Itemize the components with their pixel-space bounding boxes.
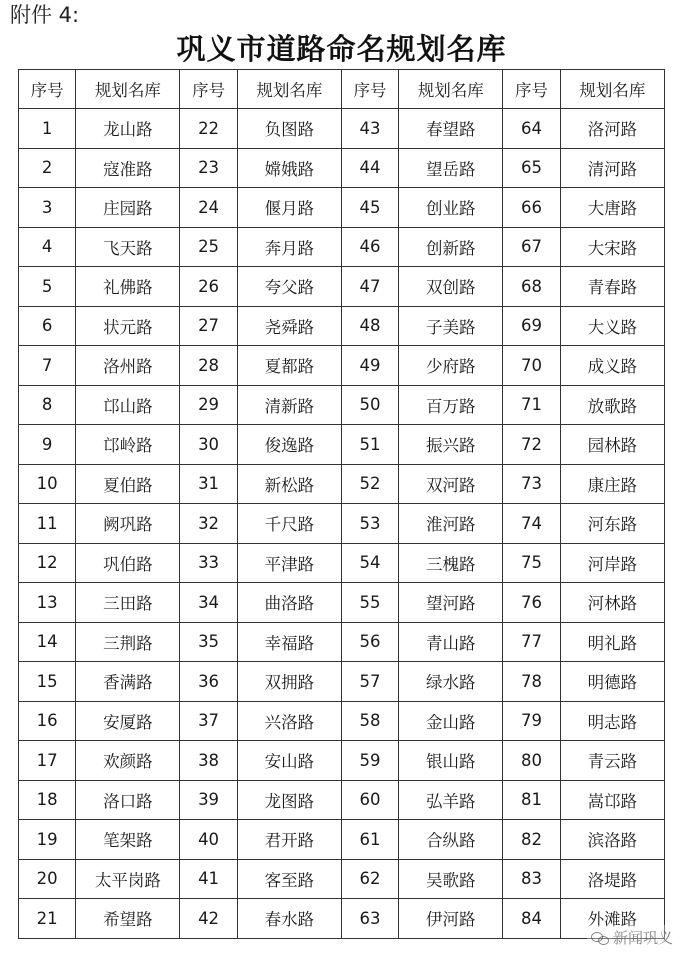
road-name-cell: 状元路 [76,306,180,346]
road-name-cell: 望河路 [399,583,503,623]
serial-number-cell: 33 [180,543,237,583]
attachment-label: 附件 4: [10,3,80,27]
road-name-cell: 春水路 [237,899,341,939]
watermark [587,925,677,950]
serial-number-cell: 84 [503,899,560,939]
road-name-cell: 安厦路 [76,701,180,741]
table-row [19,859,665,899]
serial-number-cell: 49 [341,346,398,386]
serial-number-cell: 47 [341,267,398,307]
road-name-cell: 创业路 [399,188,503,228]
serial-number-cell: 16 [19,701,76,741]
serial-number-cell: 39 [180,780,237,820]
road-name-cell: 合纵路 [399,820,503,860]
serial-number-cell: 76 [503,583,560,623]
serial-number-cell: 62 [341,859,398,899]
road-name-cell: 大宋路 [560,227,664,267]
serial-number-cell: 23 [180,148,237,188]
road-name-cell: 夸父路 [237,267,341,307]
serial-number-cell: 80 [503,741,560,781]
table-row [19,899,665,939]
road-name-cell: 弘羊路 [399,780,503,820]
road-name-cell: 青春路 [560,267,664,307]
table-row [19,227,665,267]
road-name-cell: 三田路 [76,583,180,623]
serial-number-cell: 30 [180,425,237,465]
road-name-cell: 嵩邙路 [560,780,664,820]
serial-number-cell: 41 [180,859,237,899]
serial-number-cell: 12 [19,543,76,583]
road-name-cell: 偃月路 [237,188,341,228]
road-name-cell: 创新路 [399,227,503,267]
serial-number-cell: 32 [180,504,237,544]
table-row [19,109,665,149]
serial-number-cell: 82 [503,820,560,860]
road-name-cell: 寇准路 [76,148,180,188]
serial-number-cell: 64 [503,109,560,149]
table-row [19,583,665,623]
road-name-cell: 君开路 [237,820,341,860]
road-name-cell: 双拥路 [237,662,341,702]
serial-number-cell: 78 [503,662,560,702]
road-name-cell: 明志路 [560,701,664,741]
road-name-cell: 吴歌路 [399,859,503,899]
road-name-cell: 庄园路 [76,188,180,228]
serial-number-cell: 4 [19,227,76,267]
column-header: 序号 [180,70,237,109]
serial-number-cell: 20 [19,859,76,899]
serial-number-cell: 54 [341,543,398,583]
road-name-cell: 洛口路 [76,780,180,820]
serial-number-cell: 79 [503,701,560,741]
road-name-cell: 嫦娥路 [237,148,341,188]
serial-number-cell: 37 [180,701,237,741]
road-name-cell: 河东路 [560,504,664,544]
road-name-cell: 康庄路 [560,464,664,504]
serial-number-cell: 60 [341,780,398,820]
road-name-cell: 笔架路 [76,820,180,860]
serial-number-cell: 75 [503,543,560,583]
serial-number-cell: 10 [19,464,76,504]
serial-number-cell: 52 [341,464,398,504]
road-name-cell: 香满路 [76,662,180,702]
road-name-cell: 外滩路 [560,899,664,939]
road-name-cell: 放歌路 [560,385,664,425]
road-name-cell: 望岳路 [399,148,503,188]
serial-number-cell: 61 [341,820,398,860]
road-name-cell: 太平岗路 [76,859,180,899]
serial-number-cell: 44 [341,148,398,188]
serial-number-cell: 19 [19,820,76,860]
serial-number-cell: 36 [180,662,237,702]
serial-number-cell: 40 [180,820,237,860]
serial-number-cell: 43 [341,109,398,149]
road-name-cell: 兴洛路 [237,701,341,741]
road-name-cell: 双河路 [399,464,503,504]
column-header: 规划名库 [237,70,341,109]
serial-number-cell: 69 [503,306,560,346]
road-name-cell: 欢颜路 [76,741,180,781]
table-row [19,425,665,465]
table-row [19,504,665,544]
road-name-cell: 少府路 [399,346,503,386]
road-name-cell: 振兴路 [399,425,503,465]
road-name-cell: 龙山路 [76,109,180,149]
serial-number-cell: 31 [180,464,237,504]
road-name-cell: 园林路 [560,425,664,465]
road-name-cell: 邙岭路 [76,425,180,465]
page-title: 巩义市道路命名规划名库 [176,32,507,66]
column-header: 规划名库 [76,70,180,109]
table-row [19,188,665,228]
serial-number-cell: 3 [19,188,76,228]
table-row [19,662,665,702]
serial-number-cell: 28 [180,346,237,386]
serial-number-cell: 6 [19,306,76,346]
serial-number-cell: 50 [341,385,398,425]
serial-number-cell: 45 [341,188,398,228]
road-name-cell: 夏都路 [237,346,341,386]
road-name-cell: 子美路 [399,306,503,346]
serial-number-cell: 25 [180,227,237,267]
road-name-cell: 洛河路 [560,109,664,149]
serial-number-cell: 42 [180,899,237,939]
road-name-cell: 大义路 [560,306,664,346]
serial-number-cell: 5 [19,267,76,307]
road-name-cell: 邙山路 [76,385,180,425]
road-name-cell: 龙图路 [237,780,341,820]
serial-number-cell: 7 [19,346,76,386]
table-row [19,701,665,741]
road-name-cell: 淮河路 [399,504,503,544]
road-name-cell: 清新路 [237,385,341,425]
table-body [19,109,665,939]
road-name-cell: 阙巩路 [76,504,180,544]
serial-number-cell: 9 [19,425,76,465]
serial-number-cell: 63 [341,899,398,939]
road-name-cell: 双创路 [399,267,503,307]
road-name-cell: 三荆路 [76,622,180,662]
table-row [19,464,665,504]
serial-number-cell: 65 [503,148,560,188]
road-name-cell: 金山路 [399,701,503,741]
serial-number-cell: 46 [341,227,398,267]
serial-number-cell: 22 [180,109,237,149]
road-name-cell: 千尺路 [237,504,341,544]
serial-number-cell: 11 [19,504,76,544]
serial-number-cell: 73 [503,464,560,504]
road-name-cell: 春望路 [399,109,503,149]
road-name-cell: 绿水路 [399,662,503,702]
road-name-cell: 巩伯路 [76,543,180,583]
serial-number-cell: 15 [19,662,76,702]
column-header: 规划名库 [399,70,503,109]
road-name-cell: 希望路 [76,899,180,939]
road-name-cell: 尧舜路 [237,306,341,346]
serial-number-cell: 59 [341,741,398,781]
serial-number-cell: 13 [19,583,76,623]
serial-number-cell: 55 [341,583,398,623]
serial-number-cell: 66 [503,188,560,228]
serial-number-cell: 71 [503,385,560,425]
road-name-cell: 成义路 [560,346,664,386]
table-row [19,148,665,188]
road-name-cell: 礼佛路 [76,267,180,307]
table-row [19,267,665,307]
serial-number-cell: 35 [180,622,237,662]
serial-number-cell: 83 [503,859,560,899]
road-name-cell: 飞天路 [76,227,180,267]
road-name-cell: 洛堤路 [560,859,664,899]
serial-number-cell: 21 [19,899,76,939]
road-name-cell: 洛州路 [76,346,180,386]
serial-number-cell: 17 [19,741,76,781]
road-name-cell: 三槐路 [399,543,503,583]
serial-number-cell: 72 [503,425,560,465]
table-row [19,820,665,860]
road-name-cell: 清河路 [560,148,664,188]
road-name-cell: 俊逸路 [237,425,341,465]
road-name-cell: 大唐路 [560,188,664,228]
table-row [19,780,665,820]
road-name-cell: 负图路 [237,109,341,149]
serial-number-cell: 24 [180,188,237,228]
road-name-cell: 奔月路 [237,227,341,267]
serial-number-cell: 14 [19,622,76,662]
road-name-cell: 曲洛路 [237,583,341,623]
serial-number-cell: 48 [341,306,398,346]
serial-number-cell: 70 [503,346,560,386]
table-row [19,385,665,425]
table-row [19,622,665,662]
road-name-cell: 河岸路 [560,543,664,583]
road-name-cell: 平津路 [237,543,341,583]
wechat-icon [591,931,609,945]
road-name-cell: 滨洛路 [560,820,664,860]
table-row [19,306,665,346]
table-row [19,543,665,583]
serial-number-cell: 51 [341,425,398,465]
column-header: 序号 [19,70,76,109]
road-name-cell: 明德路 [560,662,664,702]
road-name-table [18,69,665,939]
serial-number-cell: 34 [180,583,237,623]
column-header: 序号 [341,70,398,109]
serial-number-cell: 58 [341,701,398,741]
column-header: 序号 [503,70,560,109]
road-name-cell: 伊河路 [399,899,503,939]
serial-number-cell: 38 [180,741,237,781]
road-name-cell: 新松路 [237,464,341,504]
serial-number-cell: 26 [180,267,237,307]
road-name-cell: 客至路 [237,859,341,899]
serial-number-cell: 81 [503,780,560,820]
road-name-cell: 幸福路 [237,622,341,662]
column-header: 规划名库 [560,70,664,109]
serial-number-cell: 77 [503,622,560,662]
serial-number-cell: 18 [19,780,76,820]
serial-number-cell: 56 [341,622,398,662]
serial-number-cell: 8 [19,385,76,425]
serial-number-cell: 27 [180,306,237,346]
serial-number-cell: 74 [503,504,560,544]
road-name-cell: 青云路 [560,741,664,781]
table-row [19,741,665,781]
serial-number-cell: 68 [503,267,560,307]
serial-number-cell: 29 [180,385,237,425]
road-name-cell: 安山路 [237,741,341,781]
serial-number-cell: 1 [19,109,76,149]
road-name-cell: 百万路 [399,385,503,425]
road-name-cell: 夏伯路 [76,464,180,504]
road-name-cell: 河林路 [560,583,664,623]
watermark-text: 新闻巩义 [612,929,673,947]
road-name-cell: 青山路 [399,622,503,662]
serial-number-cell: 2 [19,148,76,188]
road-name-cell: 银山路 [399,741,503,781]
table-row [19,346,665,386]
serial-number-cell: 57 [341,662,398,702]
serial-number-cell: 67 [503,227,560,267]
table-header-row [19,70,665,109]
serial-number-cell: 53 [341,504,398,544]
road-name-cell: 明礼路 [560,622,664,662]
